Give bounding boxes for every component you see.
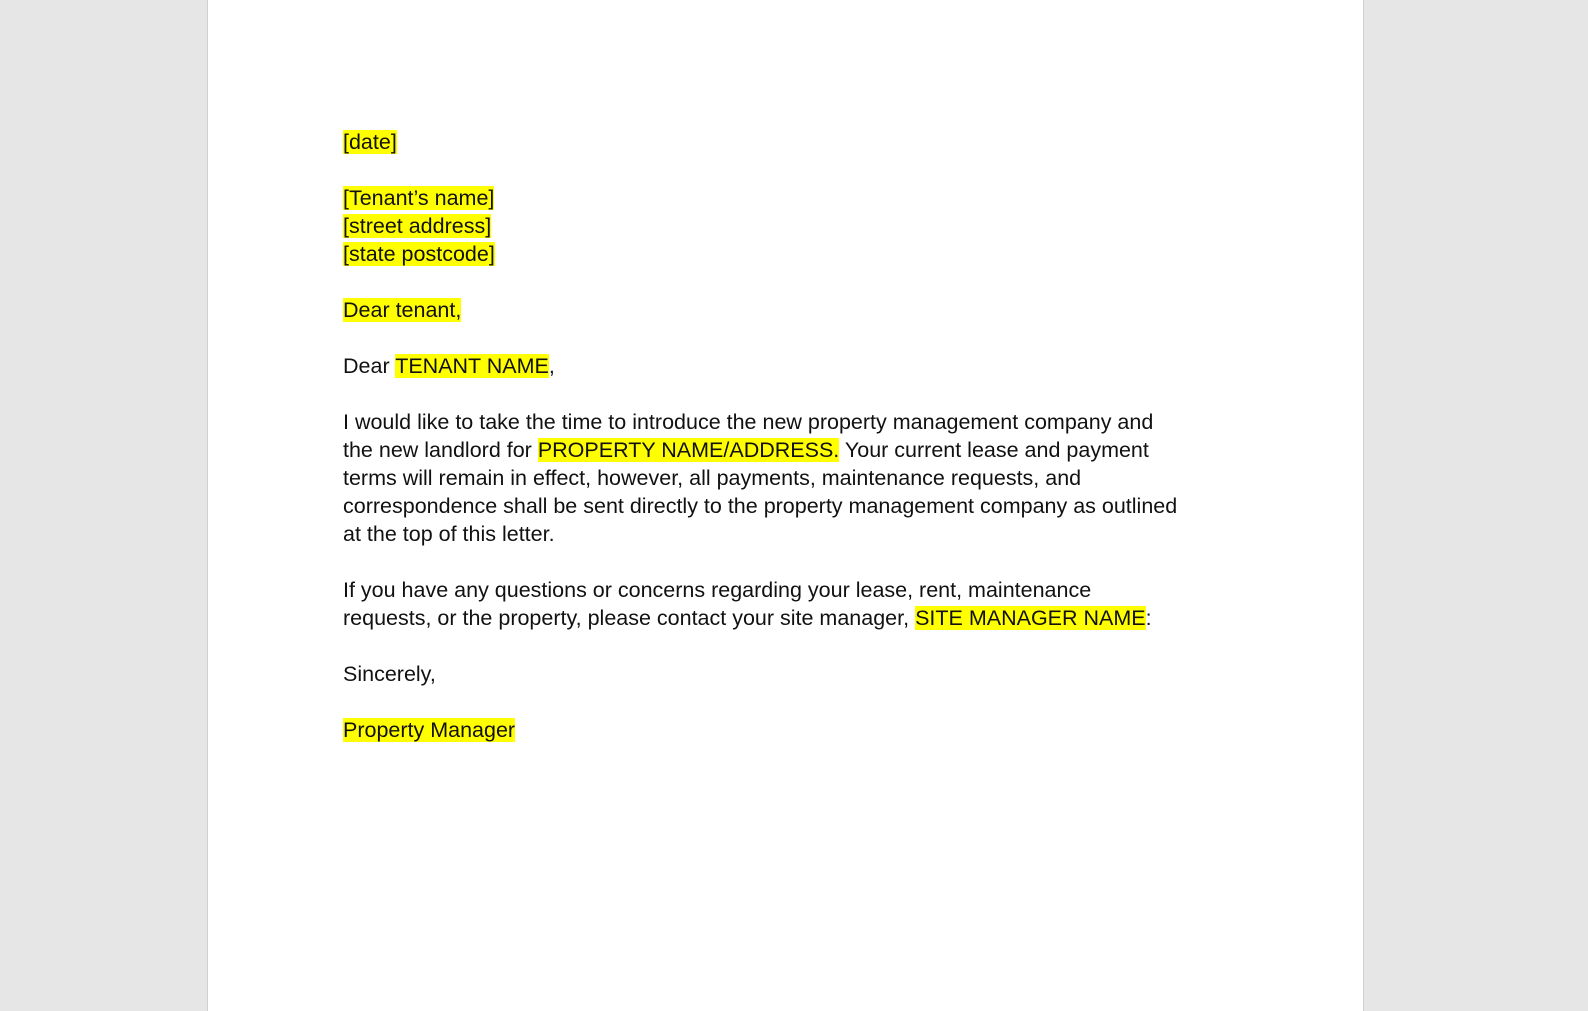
line-text: the new landlord for bbox=[343, 438, 538, 462]
blank-line bbox=[343, 688, 1243, 716]
paragraph-contact bbox=[343, 576, 1243, 632]
greeting-prefix: Dear bbox=[343, 354, 396, 378]
blank-line bbox=[343, 632, 1243, 660]
generic-greeting-line bbox=[343, 296, 1243, 324]
paragraph-line: I would like to take the time to introduce the new property management company and bbox=[343, 410, 1154, 434]
paragraph-line: terms will remain in effect, however, all payments, maintenance requests, and bbox=[343, 466, 1082, 490]
state-postcode-line bbox=[343, 240, 1243, 268]
blank-line bbox=[343, 380, 1243, 408]
line-text: requests, or the property, please contact your site manager, bbox=[343, 606, 916, 630]
date-placeholder: [date] bbox=[343, 130, 397, 154]
tenant-name-placeholder: [Tenant’s name] bbox=[343, 186, 495, 210]
street-address-placeholder: [street address] bbox=[343, 214, 492, 238]
signature-placeholder: Property Manager bbox=[343, 718, 516, 742]
line-text: Your current lease and payment bbox=[839, 438, 1149, 462]
blank-line bbox=[343, 548, 1243, 576]
generic-greeting: Dear tenant, bbox=[343, 298, 462, 322]
street-address-line bbox=[343, 212, 1243, 240]
tenant-name-field: TENANT NAME bbox=[395, 354, 549, 378]
site-manager-name-field: SITE MANAGER NAME bbox=[915, 606, 1146, 630]
blank-line bbox=[343, 156, 1243, 184]
paragraph-line: correspondence shall be sent directly to the property management company as outlined bbox=[343, 494, 1178, 518]
greeting-line bbox=[343, 352, 1243, 380]
paragraph-line bbox=[343, 604, 1243, 632]
blank-line bbox=[343, 324, 1243, 352]
blank-line bbox=[343, 268, 1243, 296]
state-postcode-placeholder: [state postcode] bbox=[343, 242, 495, 266]
greeting-suffix: , bbox=[548, 354, 555, 378]
property-name-field: PROPERTY NAME/ADDRESS. bbox=[537, 438, 840, 462]
date-line bbox=[343, 128, 1243, 156]
paragraph-line bbox=[343, 436, 1243, 464]
paragraph-introduction bbox=[343, 408, 1243, 548]
signature-line bbox=[343, 716, 1243, 744]
line-text: : bbox=[1145, 606, 1152, 630]
paragraph-line: at the top of this letter. bbox=[343, 522, 555, 546]
document-page[interactable] bbox=[207, 0, 1364, 1011]
tenant-name-line bbox=[343, 184, 1243, 212]
closing: Sincerely, bbox=[343, 662, 436, 686]
paragraph-line: If you have any questions or concerns regarding your lease, rent, maintenance bbox=[343, 578, 1092, 602]
letter-body[interactable] bbox=[343, 128, 1243, 744]
